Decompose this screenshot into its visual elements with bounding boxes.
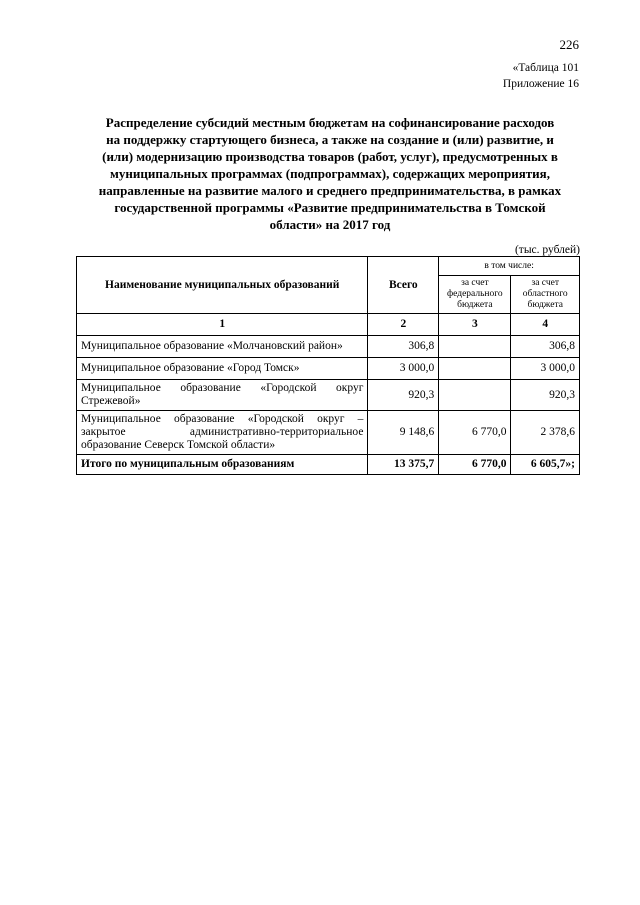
title-line: области» на 2017 год (269, 217, 391, 232)
grand-regional-value: 6 605,7»; (511, 455, 580, 475)
regional-value: 920,3 (511, 380, 580, 411)
title-line: (или) модернизацию производства товаров (работ, услуг), предусмотренных в (102, 149, 558, 164)
federal-value (439, 358, 511, 380)
regional-value: 2 378,6 (511, 411, 580, 455)
table-row (77, 336, 580, 358)
title-line: на поддержку стартующего бизнеса, а также на создание и (или) развитие, и (106, 132, 554, 147)
title-line: Распределение субсидий местным бюджетам на софинансирование расходов (105, 115, 555, 130)
total-label: Итого по муниципальным образованиям (77, 455, 368, 475)
table-reference: «Таблица 101 (512, 62, 579, 74)
header-name: Наименование муниципальных образований (77, 257, 368, 314)
column-number: 2 (368, 314, 439, 336)
regional-value: 3 000,0 (511, 358, 580, 380)
total-value: 306,8 (368, 336, 439, 358)
municipality-name: Муниципальное образование «Город Томск» (77, 358, 368, 380)
appendix-reference (503, 60, 579, 92)
appendix-label: Приложение 16 (502, 78, 579, 90)
grand-federal-value: 6 770,0 (439, 455, 511, 475)
federal-value: 6 770,0 (439, 411, 511, 455)
total-value: 9 148,6 (368, 411, 439, 455)
total-value: 3 000,0 (368, 358, 439, 380)
column-number: 4 (511, 314, 580, 336)
total-value: 920,3 (368, 380, 439, 411)
municipality-name: Муниципальное образование «Городской округ Стрежевой» (77, 380, 368, 411)
document-title (76, 114, 584, 233)
subsidy-table (76, 256, 580, 475)
total-row (77, 455, 580, 475)
header-including: в том числе: (439, 257, 580, 276)
header-total: Всего (368, 257, 439, 314)
grand-total-value: 13 375,7 (368, 455, 439, 475)
table-header-row (77, 257, 580, 276)
regional-value: 306,8 (511, 336, 580, 358)
table-row (77, 358, 580, 380)
title-line: муниципальных программах (подпрограммах), содержащих мероприятия, (110, 166, 550, 181)
municipality-name: Муниципальное образование «Молчановский район» (77, 336, 368, 358)
title-line: направленные на развитие малого и среднего предпринимательства, в рамках (98, 183, 562, 198)
page-number: 226 (559, 37, 579, 52)
title-line: государственной программы «Развитие предпринимательства в Томской (114, 200, 546, 215)
federal-value (439, 336, 511, 358)
federal-value (439, 380, 511, 411)
column-number: 3 (439, 314, 511, 336)
table-row (77, 411, 580, 455)
units-label: (тыс. рублей) (514, 244, 580, 256)
column-number: 1 (77, 314, 368, 336)
header-regional: за счет областного бюджета (511, 276, 580, 314)
table-row (77, 380, 580, 411)
header-federal: за счет федерального бюджета (439, 276, 511, 314)
column-number-row (77, 314, 580, 336)
municipality-name: Муниципальное образование «Городской округ – закрытое административно-территориальное образование Северск Томской области» (77, 411, 368, 455)
